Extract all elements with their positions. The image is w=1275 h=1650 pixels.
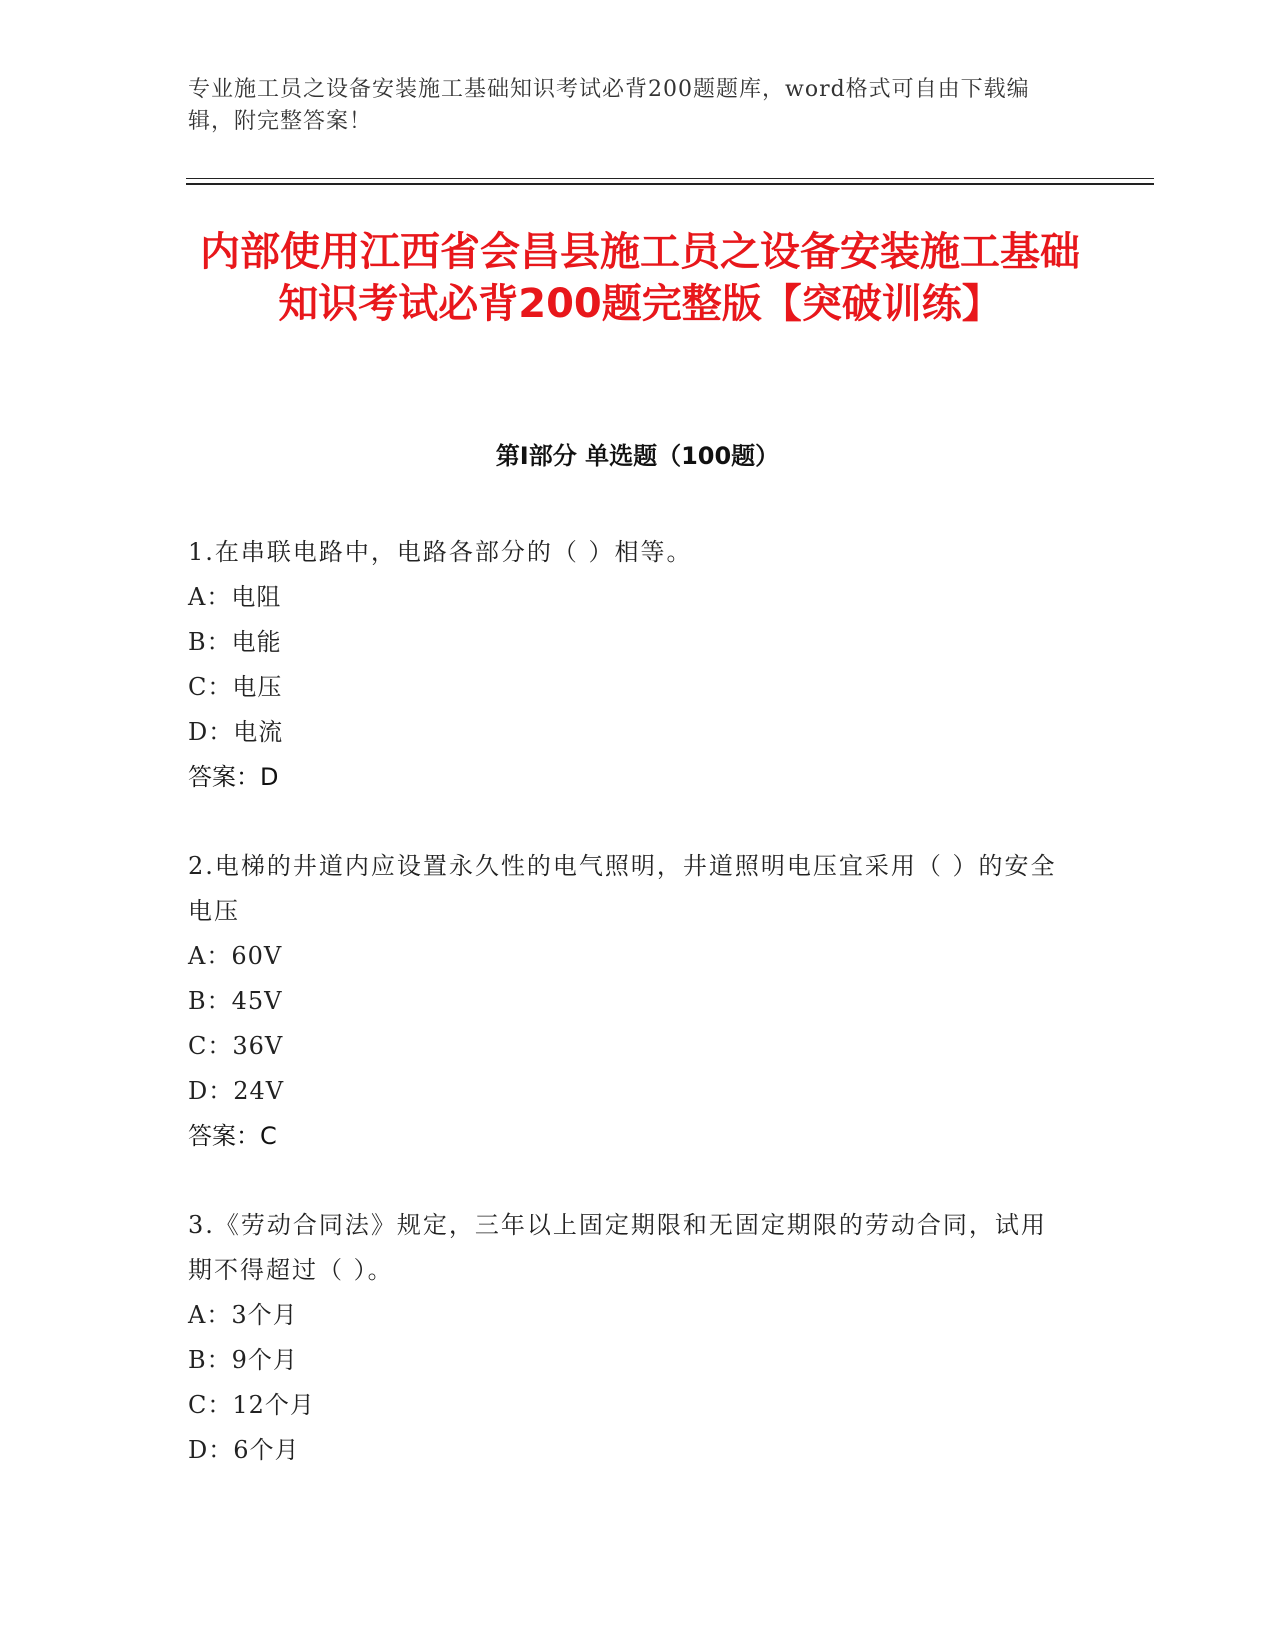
option-d: D：24V (188, 1077, 285, 1105)
option-c: C：电压 (188, 673, 283, 701)
option-d: D：6个月 (188, 1436, 300, 1464)
answer: 答案：C (188, 1122, 277, 1150)
header-note: 专业施工员之设备安装施工基础知识考试必背200题题库，word格式可自由下载编辑，附完整答案！ (188, 77, 1030, 134)
header-rule-thick (186, 183, 1154, 185)
option-a: A：3个月 (188, 1301, 298, 1329)
option-b: B：电能 (188, 628, 282, 656)
question-list (188, 530, 1068, 1517)
question-2 (188, 844, 1068, 1159)
question-stem: 2.电梯的井道内应设置永久性的电气照明，井道照明电压宜采用（ ）的安全电压 (188, 852, 1057, 925)
option-c: C：12个月 (188, 1391, 315, 1419)
question-1 (188, 530, 1068, 800)
option-d: D：电流 (188, 718, 284, 746)
option-a: A：电阻 (188, 583, 282, 611)
question-stem: 1.在串联电路中，电路各部分的（ ）相等。 (188, 538, 693, 566)
option-c: C：36V (188, 1032, 284, 1060)
option-a: A：60V (188, 942, 283, 970)
answer: 答案：D (188, 763, 279, 791)
question-3 (188, 1203, 1068, 1473)
option-b: B：45V (188, 987, 283, 1015)
section-title: 第I部分 单选题（100题） (495, 442, 780, 470)
question-stem: 3.《劳动合同法》规定，三年以上固定期限和无固定期限的劳动合同，试用期不得超过（ ）。 (188, 1211, 1047, 1284)
option-b: B：9个月 (188, 1346, 298, 1374)
header-rule-thin (186, 178, 1154, 179)
document-title: 内部使用江西省会昌县施工员之设备安装施工基础知识考试必背200题完整版【突破训练】 (200, 229, 1080, 327)
